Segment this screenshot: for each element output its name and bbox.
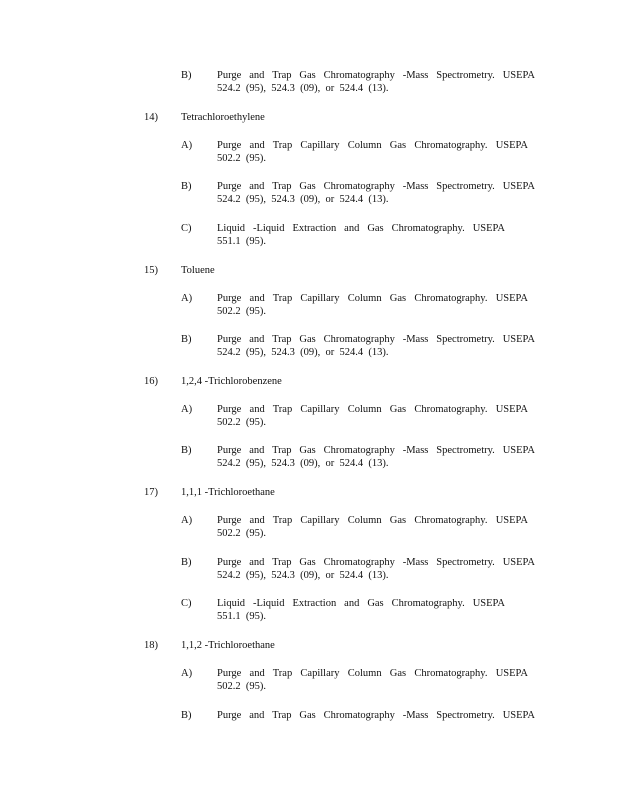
method-description [217,667,528,693]
method-reference: 524.2 (95), 524.3 (09), or 524.4 (13). [217,347,389,358]
method-line: Liquid -Liquid Extraction and Gas Chromatography. USEPA [217,598,505,609]
method-letter: A) [181,140,193,151]
method-description [217,709,535,722]
method-letter: A) [181,515,193,526]
contaminant-name: Toluene [181,265,215,276]
method-reference: 524.2 (95), 524.3 (09), or 524.4 (13). [217,458,389,469]
contaminant-name: 1,1,1 -Trichloroethane [181,487,275,498]
method-letter: B) [181,70,192,81]
method-line: Purge and Trap Capillary Column Gas Chromatography. USEPA [217,140,528,151]
method-line: Purge and Trap Gas Chromatography -Mass Spectrometry. USEPA [217,710,535,721]
method-reference: 524.2 (95), 524.3 (09), or 524.4 (13). [217,83,389,94]
method-reference: 551.1 (95). [217,611,266,622]
method-letter: B) [181,181,192,192]
method-description [217,69,535,95]
method-reference: 502.2 (95). [217,417,266,428]
item-number: 14) [144,112,158,123]
method-description [217,292,528,318]
method-line: Purge and Trap Gas Chromatography -Mass Spectrometry. USEPA [217,445,535,456]
method-letter: B) [181,557,192,568]
method-letter: A) [181,668,193,679]
method-description [217,139,528,165]
method-description [217,597,505,623]
method-line: Purge and Trap Gas Chromatography -Mass Spectrometry. USEPA [217,334,535,345]
contaminant-name: 1,2,4 -Trichlorobenzene [181,376,282,387]
method-reference: 502.2 (95). [217,153,266,164]
method-letter: C) [181,598,192,609]
method-description [217,333,535,359]
method-reference: 502.2 (95). [217,681,266,692]
method-letter: B) [181,445,192,456]
method-line: Purge and Trap Capillary Column Gas Chromatography. USEPA [217,668,528,679]
method-line: Purge and Trap Gas Chromatography -Mass Spectrometry. USEPA [217,557,535,568]
method-letter: A) [181,404,193,415]
method-letter: B) [181,334,192,345]
method-description [217,444,535,470]
method-reference: 502.2 (95). [217,306,266,317]
method-letter: C) [181,223,192,234]
method-line: Liquid -Liquid Extraction and Gas Chromatography. USEPA [217,223,505,234]
contaminant-name: Tetrachloroethylene [181,112,265,123]
method-line: Purge and Trap Gas Chromatography -Mass Spectrometry. USEPA [217,181,535,192]
method-description [217,403,528,429]
method-reference: 551.1 (95). [217,236,266,247]
item-number: 17) [144,487,158,498]
method-description [217,180,535,206]
item-number: 16) [144,376,158,387]
method-description [217,556,535,582]
method-reference: 524.2 (95), 524.3 (09), or 524.4 (13). [217,194,389,205]
method-letter: A) [181,293,193,304]
item-number: 15) [144,265,158,276]
item-number: 18) [144,640,158,651]
method-description [217,222,505,248]
method-line: Purge and Trap Capillary Column Gas Chromatography. USEPA [217,404,528,415]
method-letter: B) [181,710,192,721]
contaminant-name: 1,1,2 -Trichloroethane [181,640,275,651]
method-line: Purge and Trap Capillary Column Gas Chromatography. USEPA [217,515,528,526]
method-reference: 502.2 (95). [217,528,266,539]
method-description [217,514,528,540]
method-line: Purge and Trap Capillary Column Gas Chromatography. USEPA [217,293,528,304]
method-reference: 524.2 (95), 524.3 (09), or 524.4 (13). [217,570,389,581]
method-line: Purge and Trap Gas Chromatography -Mass Spectrometry. USEPA [217,70,535,81]
